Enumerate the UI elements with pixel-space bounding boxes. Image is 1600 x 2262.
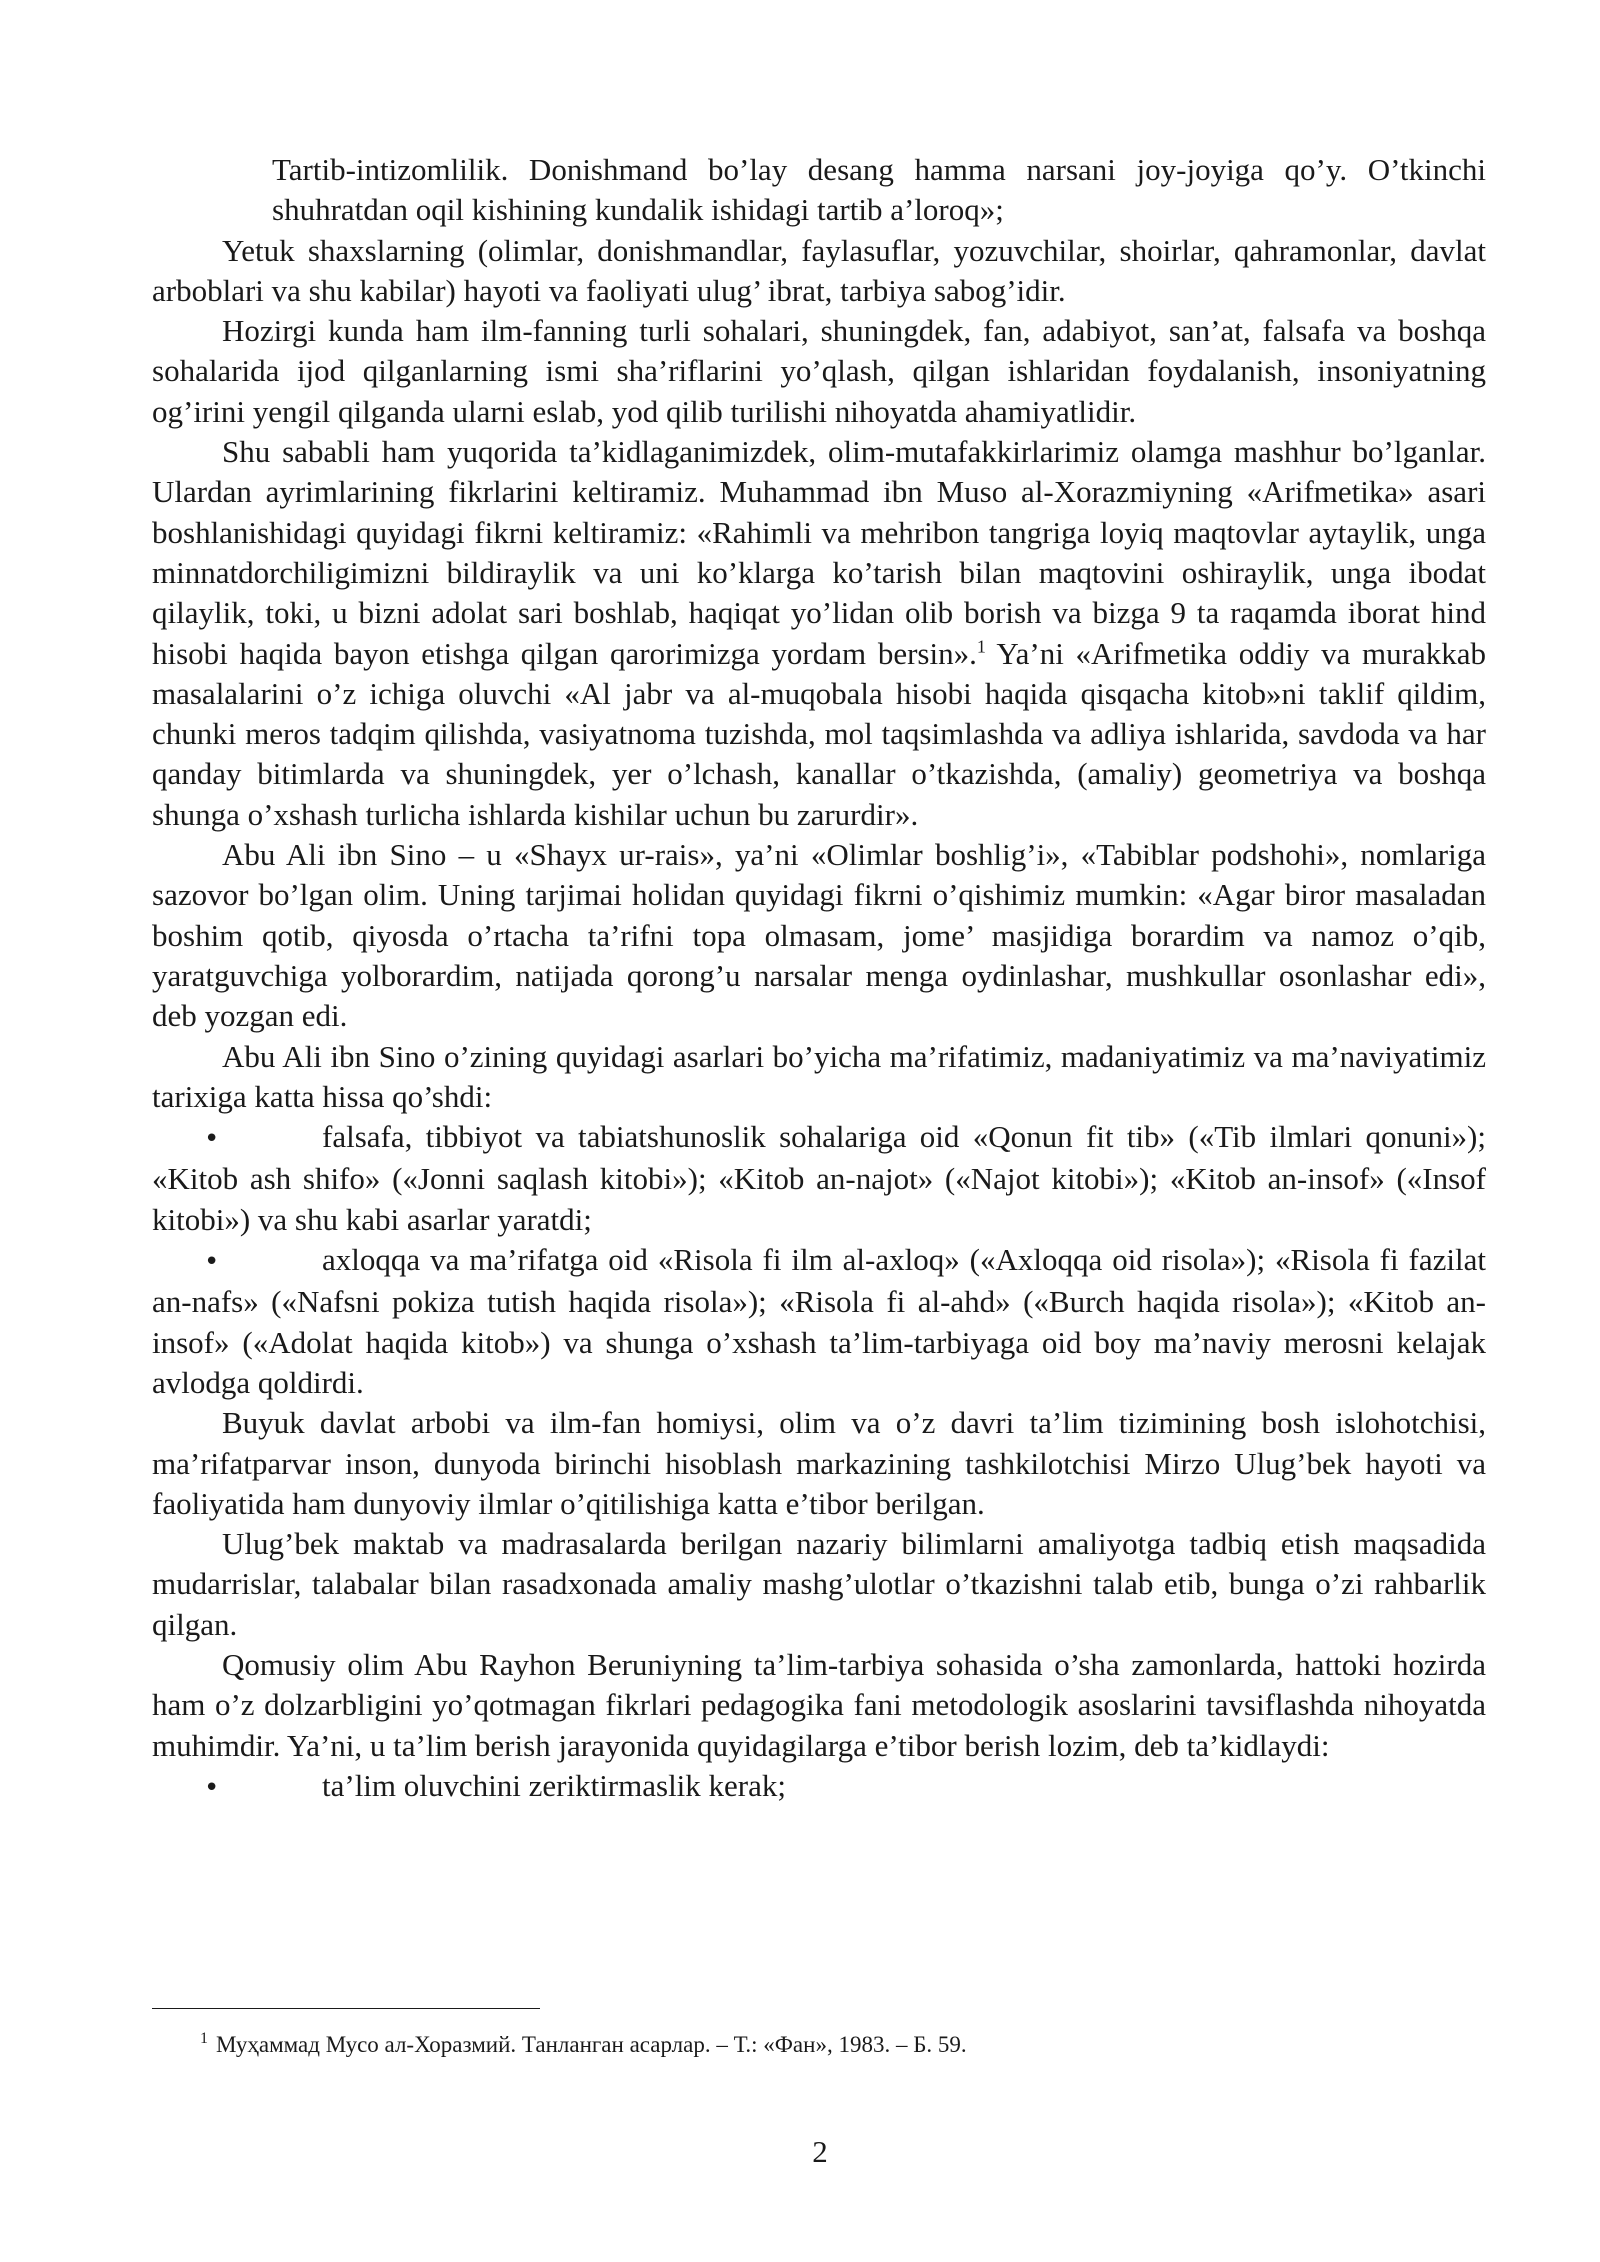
list-item-text: falsafa, tibbiyot va tabiatshunoslik sohalariga oid «Qonun fit tib» («Tib ilmlari qonuni»); «Kitob ash shifo» («Jonni saqlash kitobi»); «Kitob an-najot» («Najot kitobi»); «Kitob an-insof» («Insof kitobi») va shu kabi asarlar yaratdi;	[152, 1119, 1486, 1237]
paragraph: Qomusiy olim Abu Rayhon Beruniyning ta’lim-tarbiya sohasida o’sha zamonlarda, hattoki hozirda ham o’z dolzarbligini yo’qotmagan fikrlari pedagogika fani metodologik asoslarini tavsiflashda nihoyatda muhimdir. Ya’ni, u ta’lim berish jarayonida quyidagilarga e’tibor berish lozim, deb ta’kidlaydi:	[152, 1646, 1486, 1763]
list-item-text: axloqqa va ma’rifatga oid «Risola fi ilm al-axloq» («Axloqqa oid risola»); «Risola fi fazilat an-nafs» («Nafsni pokiza tutish haqida risola»); «Risola fi al-ahd» («Burch haqida risola»); «Kitob an-insof» («Adolat haqida kitob») va shunga o’xshash ta’lim-tarbiyaga oid boy ma’naviy merosni kelajak avlodga qoldirdi.	[152, 1242, 1486, 1400]
list-item	[152, 1117, 1486, 1240]
footnote	[200, 2030, 1400, 2060]
paragraph: Buyuk davlat arbobi va ilm-fan homiysi, olim va o’z davri ta’lim tizimining bosh islohotchisi, ma’rifatparvar inson, dunyoda birinchi hisoblash markazining tashkilotchisi Mirzo Ulug’bek hayoti va faoliyatida ham dunyoviy ilmlar o’qitilishiga katta e’tibor berilgan.	[152, 1405, 1486, 1521]
paragraph: Abu Ali ibn Sino – u «Shayx ur-rais», ya’ni «Olimlar boshlig’i», «Tabiblar podshohi», nomlariga sazovor bo’lgan olim. Uning tarjimai holidan quyidagi fikrni o’qishimiz mumkin: «Agar biror masaladan boshim qotib, qiyosda o’rtacha ta’rifni topa olmasam, jome’ masjidiga borardim va namoz o’qib, yaratguvchiga yolborardim, natijada qorong’u narsalar menga oydinlashar, mushkullar osonlashar edi», deb yozgan edi.	[152, 837, 1486, 1034]
page-body	[152, 150, 1486, 1808]
footnote-divider	[152, 2008, 540, 2009]
bullet-icon: •	[204, 1772, 220, 1803]
paragraph-epigraph: Tartib-intizomlilik. Donishmand bo’lay desang hamma narsani joy-joyiga qo’y. O’tkinchi shuhratdan oqil kishining kundalik ishidagi tartib a’loroq»;	[272, 152, 1486, 228]
list-item-text: ta’lim oluvchini zeriktirmaslik kerak;	[322, 1767, 787, 1803]
footnote-reference[interactable]: 1	[976, 636, 986, 657]
paragraph-text: Shu sababli ham yuqorida ta’kidlaganimizdek, olim-mutafakkirlarimiz olamga mashhur bo’lganlar. Ulardan ayrimlarining fikrlarini keltiramiz. Muhammad ibn Muso al-Xorazmiyning «Arifmetika» asari boshlanishidagi quyidagi fikrni keltiramiz: «Rahimli va mehribon tangriga loyiq maqtovlar aytaylik, unga minnatdorchiligimizni bildiraylik va uni ko’klarga ko’tarish bilan maqtovini oshiraylik, unga ibodat qilaylik, toki, u bizni adolat sari boshlab, haqiqat yo’lidan olib borish va bizga 9 ta raqamda iborat hind hisobi haqida bayon etishga qilgan qarorimizga yordam bersin».	[152, 434, 1486, 671]
bullet-icon: •	[204, 1124, 220, 1155]
bullet-icon: •	[204, 1247, 220, 1278]
paragraph: Hozirgi kunda ham ilm-fanning turli sohalari, shuningdek, fan, adabiyot, san’at, falsafa va boshqa sohalarida ijod qilganlarning ismi sha’riflarini yo’qlash, qilgan ishlaridan foydalanish, insoniyatning og’irini yengil qilganda ularni eslab, yod qilib turilishi nihoyatda ahamiyatlidir.	[152, 313, 1486, 429]
paragraph-with-footnote	[152, 432, 1486, 835]
footnote-text: Муҳаммад Мусо ал-Хоразмий. Танланган асарлар. – Т.: «Фан», 1983. – Б. 59.	[216, 2032, 967, 2057]
list-item	[152, 1240, 1486, 1403]
paragraph-text: Ya’ni «Arifmetika oddiy va murakkab masalalarini o’z ichiga oluvchi «Al jabr va al-muqobala hisobi haqida qisqacha kitob»ni taklif qildim, chunki meros tadqim qilishda, vasiyatnoma tuzishda, mol taqsimlashda va adliya ishlarida, savdoda va har qanday bitimlarda va shuningdek, yer o’lchash, kanallar o’tkazishda, (amaliy) geometriya va boshqa shunga o’xshash turlicha ishlarda kishilar uchun bu zarurdir».	[152, 635, 1486, 832]
page-number: 2	[812, 2134, 828, 2169]
paragraph: Abu Ali ibn Sino o’zining quyidagi asarlari bo’yicha ma’rifatimiz, madaniyatimiz va ma’naviyatimiz tarixiga katta hissa qo’shdi:	[152, 1038, 1486, 1114]
footnote-marker: 1	[200, 2030, 208, 2048]
list-item	[152, 1766, 1486, 1808]
paragraph: Yetuk shaxslarning (olimlar, donishmandlar, faylasuflar, yozuvchilar, shoirlar, qahramonlar, davlat arboblari va shu kabilar) hayoti va faoliyati ulug’ ibrat, tarbiya sabog’idir.	[152, 232, 1486, 308]
paragraph: Ulug’bek maktab va madrasalarda berilgan nazariy bilimlarni amaliyotga tadbiq etish maqsadida mudarrislar, talabalar bilan rasadxonada amaliy mashg’ulotlar o’tkazishni talab etib, bunga o’zi rahbarlik qilgan.	[152, 1526, 1486, 1642]
